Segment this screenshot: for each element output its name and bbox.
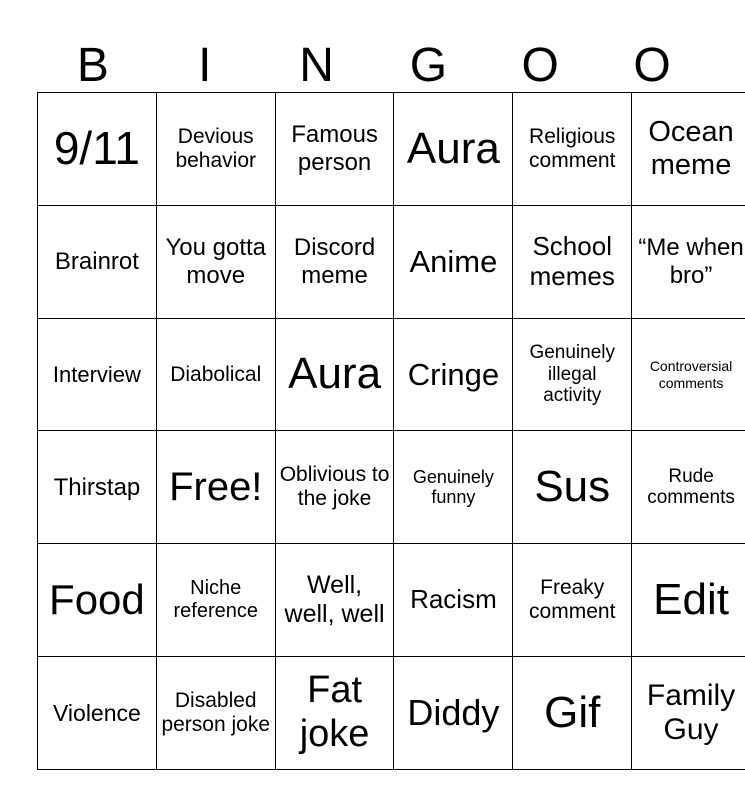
bingo-cell[interactable]: Well, well, well bbox=[275, 544, 394, 657]
bingo-cell[interactable]: Family Guy bbox=[632, 657, 745, 770]
header-letter-4: G bbox=[409, 39, 448, 92]
bingo-cell[interactable]: Violence bbox=[38, 657, 157, 770]
bingo-cell[interactable]: School memes bbox=[513, 205, 632, 318]
bingo-cell[interactable]: “Me when bro” bbox=[632, 205, 745, 318]
bingo-cell[interactable]: Cringe bbox=[394, 318, 513, 431]
bingo-cell[interactable]: 9/11 bbox=[38, 93, 157, 206]
bingo-cell[interactable]: Food bbox=[38, 544, 157, 657]
bingo-cell[interactable]: Niche reference bbox=[156, 544, 275, 657]
bingo-cell[interactable]: Free! bbox=[156, 431, 275, 544]
bingo-cell[interactable]: Rude comments bbox=[632, 431, 745, 544]
bingo-cell[interactable]: Aura bbox=[394, 93, 513, 206]
bingo-cell[interactable]: Diddy bbox=[394, 657, 513, 770]
bingo-cell[interactable]: Religious comment bbox=[513, 93, 632, 206]
bingo-cell[interactable]: Devious behavior bbox=[156, 93, 275, 206]
bingo-cell[interactable]: Ocean meme bbox=[632, 93, 745, 206]
bingo-cell[interactable]: Edit bbox=[632, 544, 745, 657]
header-letter-3: N bbox=[299, 39, 334, 92]
bingo-row bbox=[38, 205, 745, 318]
bingo-cell[interactable]: Gif bbox=[513, 657, 632, 770]
bingo-cell[interactable]: Controversial comments bbox=[632, 318, 745, 431]
bingo-cell[interactable]: Disabled person joke bbox=[156, 657, 275, 770]
bingo-cell[interactable]: Oblivious to the joke bbox=[275, 431, 394, 544]
bingo-header bbox=[37, 38, 708, 94]
bingo-cell[interactable]: Fat joke bbox=[275, 657, 394, 770]
bingo-cell[interactable]: You gotta move bbox=[156, 205, 275, 318]
bingo-row bbox=[38, 544, 745, 657]
bingo-row bbox=[38, 431, 745, 544]
bingo-row bbox=[38, 318, 745, 431]
bingo-cell[interactable]: Thirstap bbox=[38, 431, 157, 544]
bingo-cell[interactable]: Anime bbox=[394, 205, 513, 318]
bingo-cell[interactable]: Famous person bbox=[275, 93, 394, 206]
bingo-cell[interactable]: Brainrot bbox=[38, 205, 157, 318]
bingo-cell[interactable]: Freaky comment bbox=[513, 544, 632, 657]
bingo-cell[interactable]: Racism bbox=[394, 544, 513, 657]
bingo-row bbox=[38, 93, 745, 206]
header-letter-1: B bbox=[76, 39, 109, 92]
bingo-cell[interactable]: Diabolical bbox=[156, 318, 275, 431]
header-letter-5: O bbox=[521, 39, 559, 92]
bingo-cell[interactable]: Discord meme bbox=[275, 205, 394, 318]
bingo-cell[interactable]: Interview bbox=[38, 318, 157, 431]
header-letter-2: I bbox=[198, 39, 212, 92]
bingo-cell[interactable]: Aura bbox=[275, 318, 394, 431]
bingo-cell[interactable]: Genuinely illegal activity bbox=[513, 318, 632, 431]
header-letter-6: O bbox=[633, 39, 671, 92]
bingo-cell[interactable]: Genuinely funny bbox=[394, 431, 513, 544]
bingo-row bbox=[38, 657, 745, 770]
bingo-cell[interactable]: Sus bbox=[513, 431, 632, 544]
bingo-grid bbox=[37, 92, 745, 770]
